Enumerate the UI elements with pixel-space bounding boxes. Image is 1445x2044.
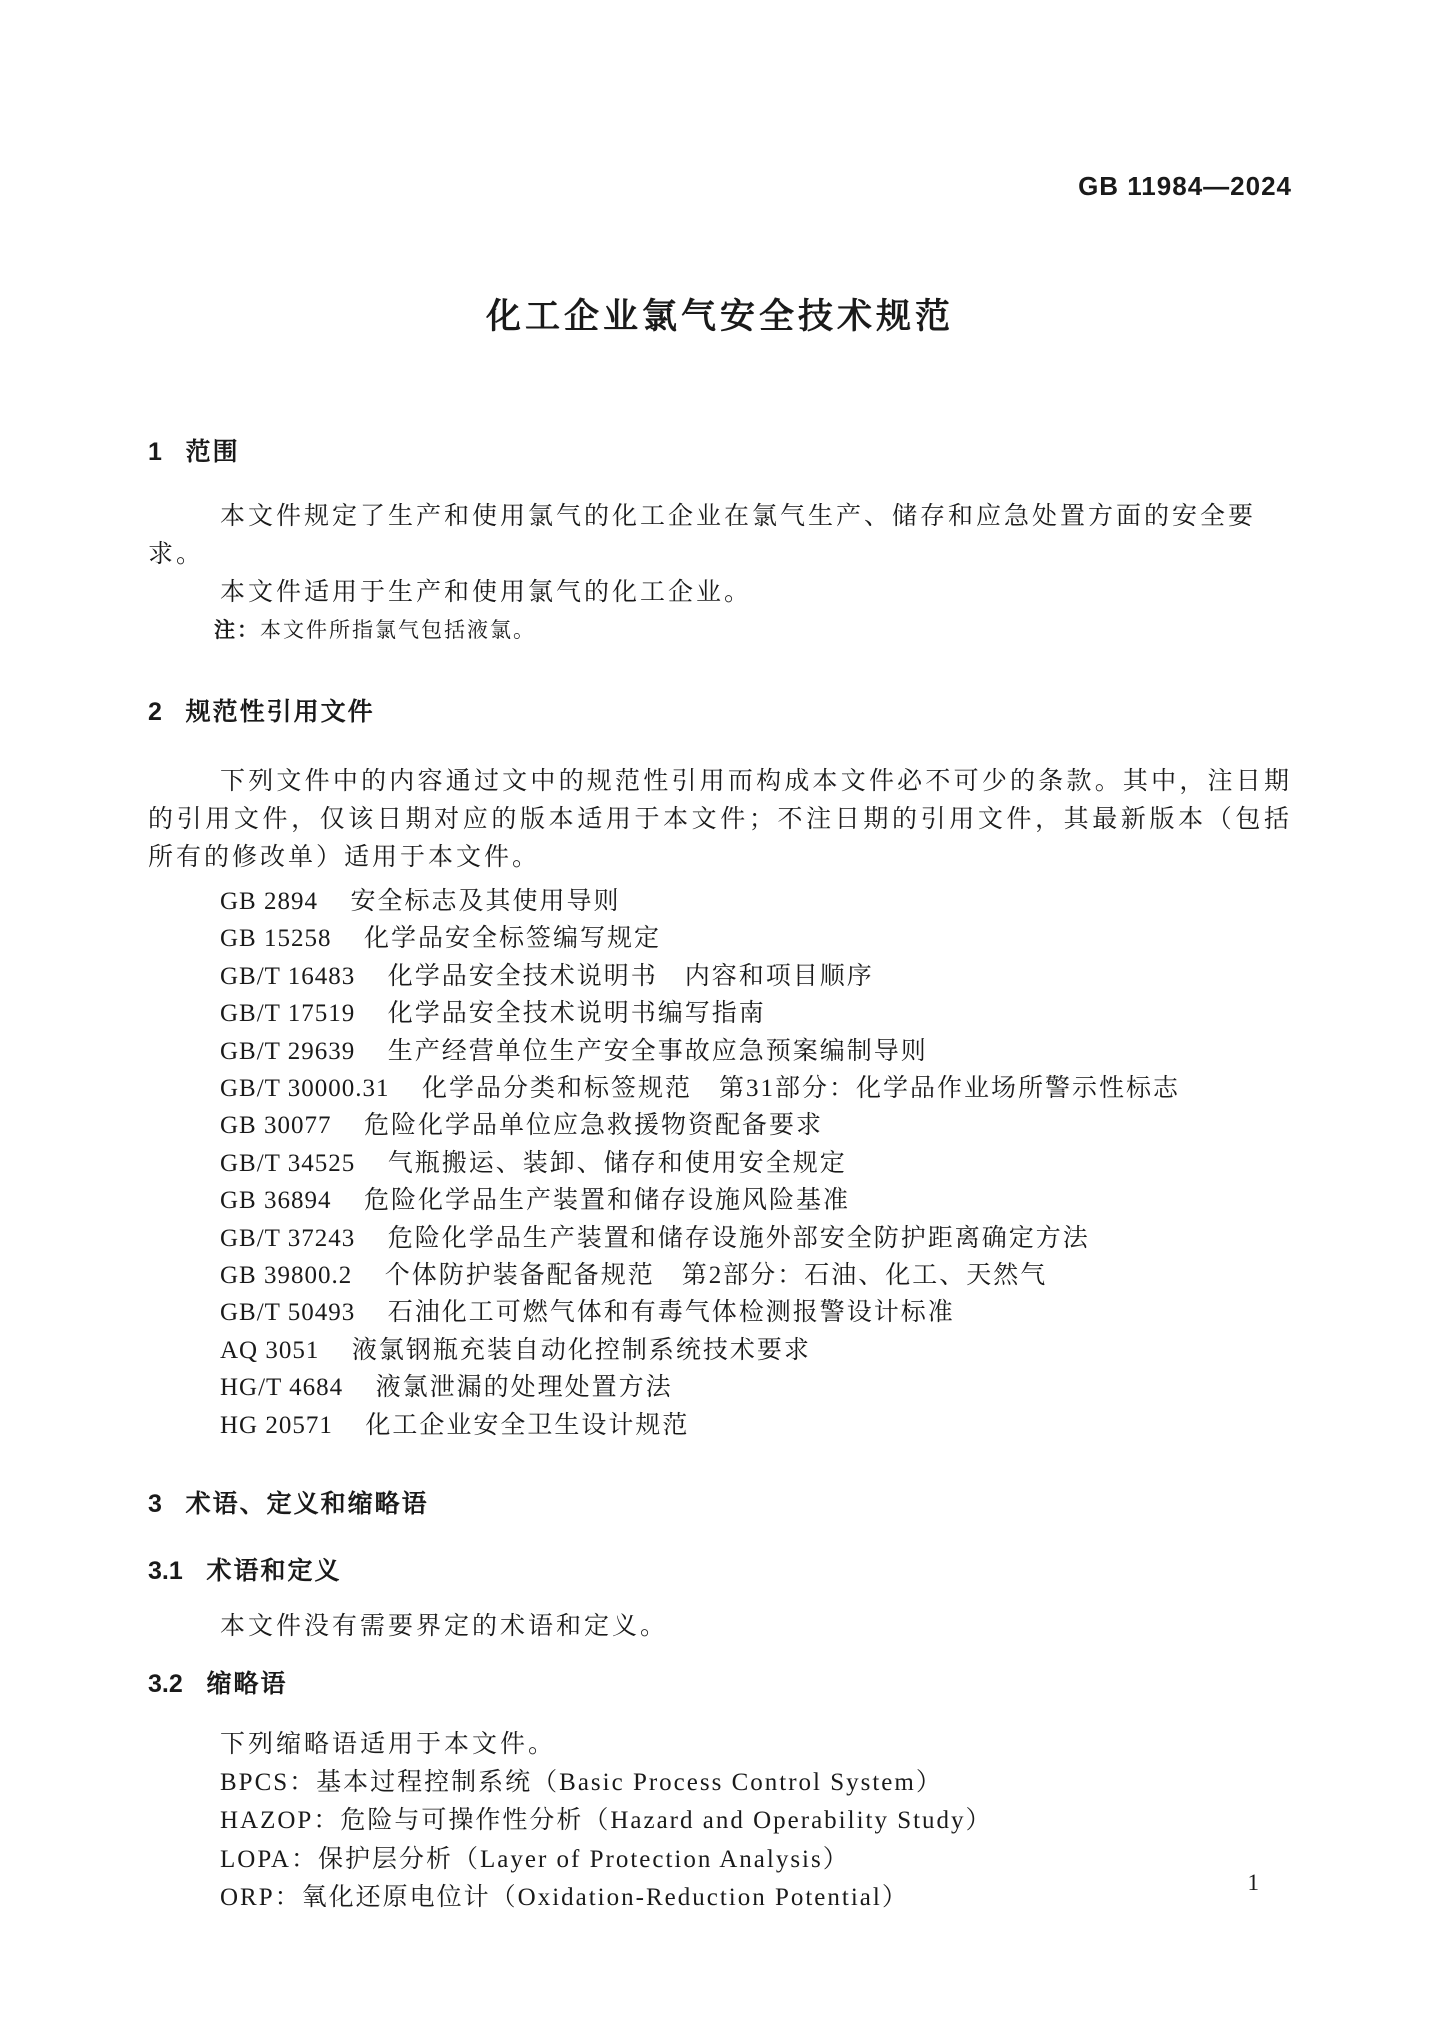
reference-item: [148, 1407, 1292, 1444]
reference-title: 个体防护装备配备规范 第2部分：石油、化工、天然气: [384, 1262, 1048, 1290]
reference-code: GB 36894: [220, 1187, 332, 1215]
reference-code: GB 15258: [220, 925, 332, 953]
reference-code: GB 30077: [220, 1112, 332, 1140]
reference-code: GB 2894: [220, 888, 318, 915]
reference-item: [148, 1182, 1292, 1219]
normative-references-list: [148, 883, 1292, 1444]
section-3-number: 3: [148, 1490, 162, 1519]
section-3-1-title: 术语和定义: [206, 1557, 342, 1586]
reference-code: GB/T 17519: [220, 1000, 356, 1028]
reference-title: 化学品安全标签编写规定: [363, 925, 661, 953]
document-title: 化工企业氯气安全技术规范: [485, 297, 954, 336]
section-3-1-number: 3.1: [148, 1557, 183, 1586]
reference-item: [148, 883, 1292, 920]
reference-item: [148, 958, 1292, 995]
reference-code: GB/T 50493: [220, 1299, 356, 1327]
abbreviation-item: LOPA：保护层分析（Layer of Protection Analysis）: [220, 1845, 850, 1873]
reference-item: [148, 1033, 1292, 1070]
reference-item: [148, 1369, 1292, 1406]
abbreviation-item: ORP：氧化还原电位计（Oxidation-Reduction Potential）: [220, 1883, 909, 1911]
reference-item: [148, 1145, 1292, 1182]
reference-title: 危险化学品生产装置和储存设施风险基准: [363, 1187, 850, 1215]
section-2-number: 2: [148, 698, 162, 726]
standard-number: GB 11984—2024: [1078, 171, 1292, 201]
section-3-2-heading: [148, 1669, 1292, 1699]
section-1-number: 1: [148, 438, 162, 466]
note-text: 本文件所指氯气包括液氯。: [260, 618, 536, 642]
reference-title: 生产经营单位生产安全事故应急预案编制导则: [387, 1037, 928, 1065]
scope-paragraph-2: 本文件适用于生产和使用氯气的化工企业。: [220, 579, 753, 606]
reference-title: 化工企业安全卫生设计规范: [365, 1411, 690, 1439]
reference-title: 石油化工可燃气体和有毒气体检测报警设计标准: [387, 1299, 955, 1327]
reference-title: 安全标志及其使用导则: [350, 888, 621, 915]
scope-paragraph-1: 本文件规定了生产和使用氯气的化工企业在氯气生产、储存和应急处置方面的安全要求。: [148, 503, 1257, 568]
reference-item: [148, 1070, 1292, 1107]
reference-title: 气瓶搬运、装卸、储存和使用安全规定: [387, 1149, 847, 1177]
reference-code: HG/T 4684: [220, 1374, 344, 1402]
section-3-1-heading: [148, 1556, 1292, 1586]
page-number: 1: [1247, 1870, 1259, 1895]
scope-note: [148, 612, 1292, 649]
reference-item: [148, 995, 1292, 1032]
reference-title: 化学品分类和标签规范 第31部分：化学品作业场所警示性标志: [422, 1075, 1181, 1103]
terms-paragraph: 本文件没有需要界定的术语和定义。: [220, 1613, 669, 1641]
reference-title: 化学品安全技术说明书编写指南: [387, 1000, 766, 1028]
reference-code: HG 20571: [220, 1411, 333, 1439]
section-1-title: 范围: [185, 438, 240, 466]
normative-references-intro: 下列文件中的内容通过文中的规范性引用而构成本文件必不可少的条款。其中，注日期的引用文件，仅该日期对应的版本适用于本文件；不注日期的引用文件，其最新版本（包括所有的修改单）适用于本文件。: [148, 768, 1292, 871]
reference-title: 化学品安全技术说明书 内容和项目顺序: [387, 962, 874, 990]
section-3-heading: [148, 1488, 1292, 1520]
section-3-2-title: 缩略语: [206, 1670, 288, 1699]
reference-title: 危险化学品单位应急救援物资配备要求: [363, 1112, 823, 1140]
reference-code: GB/T 16483: [220, 962, 356, 990]
reference-title: 危险化学品生产装置和储存设施外部安全防护距离确定方法: [387, 1224, 1090, 1252]
reference-item: [148, 1257, 1292, 1294]
reference-code: GB/T 34525: [220, 1149, 356, 1177]
reference-item: [148, 1107, 1292, 1144]
reference-code: GB/T 37243: [220, 1224, 356, 1252]
abbreviation-item: BPCS：基本过程控制系统（Basic Process Control System）: [220, 1769, 943, 1797]
reference-item: [148, 920, 1292, 957]
abbreviation-item: HAZOP：危险与可操作性分析（Hazard and Operability Study）: [220, 1807, 993, 1835]
section-3-title: 术语、定义和缩略语: [185, 1490, 429, 1519]
reference-item: [148, 1294, 1292, 1331]
note-label: 注：: [214, 619, 260, 642]
reference-title: 液氯泄漏的处理处置方法: [375, 1374, 673, 1402]
abbreviations-intro: 下列缩略语适用于本文件。: [220, 1731, 557, 1759]
reference-code: GB 39800.2: [220, 1262, 353, 1290]
section-2-title: 规范性引用文件: [185, 698, 375, 726]
section-3-2-number: 3.2: [148, 1670, 183, 1699]
reference-code: AQ 3051: [220, 1336, 320, 1364]
reference-code: GB/T 30000.31: [220, 1075, 390, 1103]
reference-item: [148, 1220, 1292, 1257]
reference-item: [148, 1332, 1292, 1369]
section-2-heading: [148, 696, 1292, 728]
reference-code: GB/T 29639: [220, 1037, 356, 1065]
reference-title: 液氯钢瓶充装自动化控制系统技术要求: [351, 1336, 811, 1364]
section-1-heading: [148, 436, 1292, 468]
